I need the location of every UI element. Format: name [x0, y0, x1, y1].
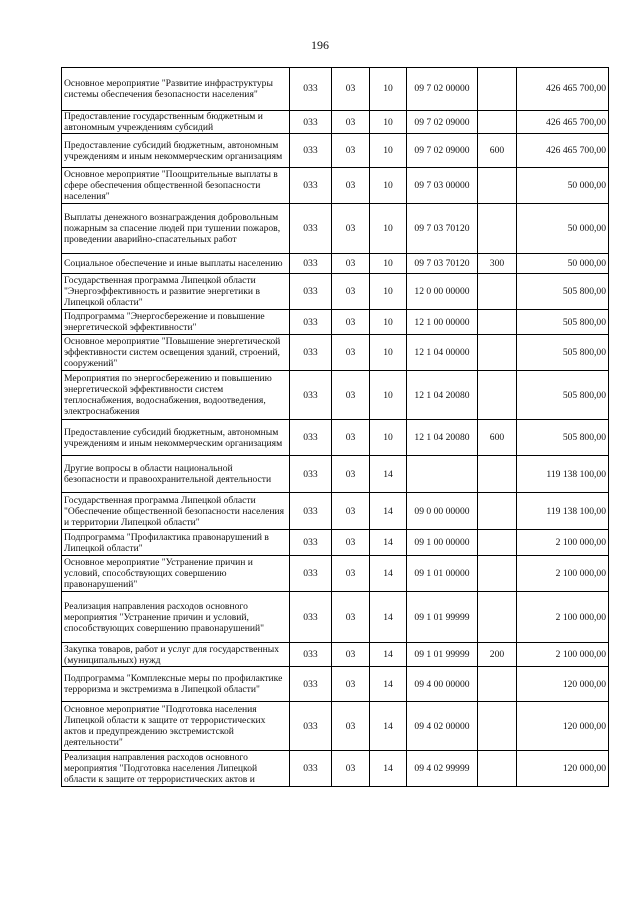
cell-name: Предоставление субсидий бюджетным, автономным учреждениям и иным некоммерческим организациям [62, 420, 290, 456]
table-row [62, 134, 609, 168]
cell-name: Выплаты денежного вознаграждения добровольным пожарным за спасение людей при тушении пожаров, проведении аварийно-спасательных работ [62, 204, 290, 254]
cell-expense-type [478, 371, 517, 420]
cell-expense-type [478, 335, 517, 371]
cell-name: Предоставление субсидий бюджетным, автономным учреждениям и иным некоммерческим организациям [62, 134, 290, 168]
cell-name: Основное мероприятие "Устранение причин и условий, способствующих совершению правонарушений" [62, 556, 290, 592]
table-row [62, 168, 609, 204]
cell-target-article: 09 7 03 00000 [407, 168, 478, 204]
cell-amount: 426 465 700,00 [517, 111, 609, 134]
cell-target-article: 09 7 02 00000 [407, 68, 478, 111]
cell-amount: 505 800,00 [517, 310, 609, 335]
cell-expense-type [478, 68, 517, 111]
cell-subsection: 14 [370, 456, 407, 493]
cell-expense-type [478, 493, 517, 530]
table-row [62, 456, 609, 493]
cell-section: 03 [332, 556, 370, 592]
cell-target-article: 12 1 00 00000 [407, 310, 478, 335]
cell-expense-type [478, 111, 517, 134]
cell-name: Мероприятия по энергосбережению и повышению энергетической эффективности систем теплоснабжения, водоснабжения, водоотведения, электроснабжения [62, 371, 290, 420]
cell-expense-type [478, 702, 517, 751]
cell-name: Основное мероприятие "Развитие инфраструктуры системы обеспечения безопасности населения" [62, 68, 290, 111]
cell-name: Подпрограмма "Комплексные меры по профилактике терроризма и экстремизма в Липецкой области" [62, 667, 290, 702]
cell-name: Государственная программа Липецкой области "Обеспечение общественной безопасности населения и территории Липецкой области" [62, 493, 290, 530]
cell-subsection: 14 [370, 556, 407, 592]
table-body [62, 68, 609, 787]
cell-amount: 120 000,00 [517, 702, 609, 751]
table-row [62, 493, 609, 530]
cell-section: 03 [332, 134, 370, 168]
cell-ministry: 033 [290, 420, 332, 456]
table-row [62, 556, 609, 592]
cell-section: 03 [332, 254, 370, 274]
table-row [62, 310, 609, 335]
cell-subsection: 10 [370, 204, 407, 254]
cell-subsection: 10 [370, 335, 407, 371]
cell-name: Подпрограмма "Энергосбережение и повышение энергетической эффективности" [62, 310, 290, 335]
cell-section: 03 [332, 204, 370, 254]
cell-subsection: 10 [370, 168, 407, 204]
cell-section: 03 [332, 335, 370, 371]
cell-ministry: 033 [290, 204, 332, 254]
cell-section: 03 [332, 68, 370, 111]
cell-ministry: 033 [290, 371, 332, 420]
cell-expense-type [478, 310, 517, 335]
budget-table [61, 67, 609, 787]
cell-name: Другие вопросы в области национальной безопасности и правоохранительной деятельности [62, 456, 290, 493]
cell-amount: 120 000,00 [517, 751, 609, 787]
cell-ministry: 033 [290, 111, 332, 134]
cell-amount: 2 100 000,00 [517, 530, 609, 556]
cell-ministry: 033 [290, 168, 332, 204]
cell-amount: 2 100 000,00 [517, 592, 609, 643]
cell-expense-type [478, 168, 517, 204]
cell-name: Закупка товаров, работ и услуг для государственных (муниципальных) нужд [62, 643, 290, 667]
table-row [62, 592, 609, 643]
cell-subsection: 14 [370, 667, 407, 702]
table-row [62, 751, 609, 787]
cell-ministry: 033 [290, 335, 332, 371]
cell-target-article: 12 1 04 20080 [407, 420, 478, 456]
cell-target-article: 12 1 04 00000 [407, 335, 478, 371]
cell-ministry: 033 [290, 592, 332, 643]
cell-name: Реализация направления расходов основного мероприятия "Устранение причин и условий, способствующих совершению правонарушений" [62, 592, 290, 643]
table-row [62, 274, 609, 310]
cell-amount: 50 000,00 [517, 204, 609, 254]
cell-expense-type: 200 [478, 643, 517, 667]
cell-subsection: 10 [370, 111, 407, 134]
cell-ministry: 033 [290, 556, 332, 592]
cell-name: Основное мероприятие "Повышение энергетической эффективности систем освещения зданий, строений, сооружений" [62, 335, 290, 371]
cell-section: 03 [332, 310, 370, 335]
cell-subsection: 10 [370, 254, 407, 274]
table-row [62, 68, 609, 111]
cell-subsection: 10 [370, 420, 407, 456]
cell-subsection: 10 [370, 371, 407, 420]
cell-ministry: 033 [290, 667, 332, 702]
cell-subsection: 10 [370, 274, 407, 310]
cell-amount: 2 100 000,00 [517, 556, 609, 592]
cell-target-article: 09 7 03 70120 [407, 254, 478, 274]
cell-amount: 50 000,00 [517, 254, 609, 274]
cell-amount: 426 465 700,00 [517, 134, 609, 168]
cell-expense-type [478, 204, 517, 254]
cell-ministry: 033 [290, 530, 332, 556]
cell-amount: 505 800,00 [517, 274, 609, 310]
cell-section: 03 [332, 493, 370, 530]
cell-section: 03 [332, 702, 370, 751]
cell-expense-type [478, 274, 517, 310]
cell-section: 03 [332, 643, 370, 667]
cell-expense-type: 600 [478, 134, 517, 168]
cell-amount: 505 800,00 [517, 420, 609, 456]
cell-expense-type [478, 456, 517, 493]
cell-ministry: 033 [290, 274, 332, 310]
cell-target-article: 09 1 01 00000 [407, 556, 478, 592]
cell-subsection: 14 [370, 751, 407, 787]
cell-section: 03 [332, 592, 370, 643]
cell-ministry: 033 [290, 310, 332, 335]
cell-expense-type [478, 751, 517, 787]
cell-name: Предоставление государственным бюджетным и автономным учреждениям субсидий [62, 111, 290, 134]
cell-ministry: 033 [290, 134, 332, 168]
cell-amount: 50 000,00 [517, 168, 609, 204]
cell-section: 03 [332, 667, 370, 702]
cell-target-article: 09 4 02 00000 [407, 702, 478, 751]
cell-amount: 505 800,00 [517, 371, 609, 420]
cell-target-article: 09 1 01 99999 [407, 592, 478, 643]
cell-name: Основное мероприятие "Подготовка населения Липецкой области к защите от террористических актов и предупреждению экстремистской деятельности" [62, 702, 290, 751]
cell-target-article: 12 1 04 20080 [407, 371, 478, 420]
page-number: 196 [311, 38, 329, 52]
cell-ministry: 033 [290, 643, 332, 667]
cell-amount: 120 000,00 [517, 667, 609, 702]
cell-amount: 119 138 100,00 [517, 456, 609, 493]
cell-amount: 505 800,00 [517, 335, 609, 371]
cell-ministry: 033 [290, 493, 332, 530]
cell-section: 03 [332, 456, 370, 493]
cell-target-article: 12 0 00 00000 [407, 274, 478, 310]
cell-target-article: 09 7 03 70120 [407, 204, 478, 254]
cell-ministry: 033 [290, 702, 332, 751]
cell-section: 03 [332, 420, 370, 456]
table-row [62, 420, 609, 456]
cell-target-article: 09 1 00 00000 [407, 530, 478, 556]
cell-target-article: 09 7 02 09000 [407, 134, 478, 168]
cell-amount: 119 138 100,00 [517, 493, 609, 530]
cell-name: Основное мероприятие "Поощрительные выплаты в сфере обеспечения общественной безопасности населения" [62, 168, 290, 204]
cell-subsection: 10 [370, 134, 407, 168]
cell-target-article: 09 4 02 99999 [407, 751, 478, 787]
cell-name: Подпрограмма "Профилактика правонарушений в Липецкой области" [62, 530, 290, 556]
cell-subsection: 14 [370, 592, 407, 643]
cell-section: 03 [332, 168, 370, 204]
cell-expense-type [478, 556, 517, 592]
cell-ministry: 033 [290, 254, 332, 274]
cell-section: 03 [332, 111, 370, 134]
cell-section: 03 [332, 274, 370, 310]
cell-expense-type [478, 667, 517, 702]
cell-target-article: 09 0 00 00000 [407, 493, 478, 530]
table-row [62, 702, 609, 751]
cell-target-article: 09 4 00 00000 [407, 667, 478, 702]
cell-ministry: 033 [290, 456, 332, 493]
cell-target-article: 09 7 02 09000 [407, 111, 478, 134]
table-row [62, 335, 609, 371]
cell-subsection: 14 [370, 530, 407, 556]
table-row [62, 371, 609, 420]
cell-expense-type [478, 592, 517, 643]
cell-expense-type [478, 530, 517, 556]
cell-section: 03 [332, 530, 370, 556]
cell-name: Социальное обеспечение и иные выплаты населению [62, 254, 290, 274]
cell-section: 03 [332, 371, 370, 420]
cell-subsection: 14 [370, 493, 407, 530]
cell-subsection: 10 [370, 310, 407, 335]
table-row [62, 204, 609, 254]
table-row [62, 530, 609, 556]
table-row [62, 643, 609, 667]
table-row [62, 111, 609, 134]
cell-expense-type: 300 [478, 254, 517, 274]
cell-name: Государственная программа Липецкой области "Энергоэффективность и развитие энергетики в Липецкой области" [62, 274, 290, 310]
cell-ministry: 033 [290, 68, 332, 111]
cell-target-article [407, 456, 478, 493]
cell-amount: 426 465 700,00 [517, 68, 609, 111]
cell-subsection: 10 [370, 68, 407, 111]
cell-amount: 2 100 000,00 [517, 643, 609, 667]
cell-name: Реализация направления расходов основного мероприятия "Подготовка населения Липецкой области к защите от террористических актов и [62, 751, 290, 787]
table-row [62, 667, 609, 702]
cell-subsection: 14 [370, 702, 407, 751]
cell-subsection: 14 [370, 643, 407, 667]
cell-section: 03 [332, 751, 370, 787]
table-row [62, 254, 609, 274]
cell-ministry: 033 [290, 751, 332, 787]
cell-expense-type: 600 [478, 420, 517, 456]
cell-target-article: 09 1 01 99999 [407, 643, 478, 667]
